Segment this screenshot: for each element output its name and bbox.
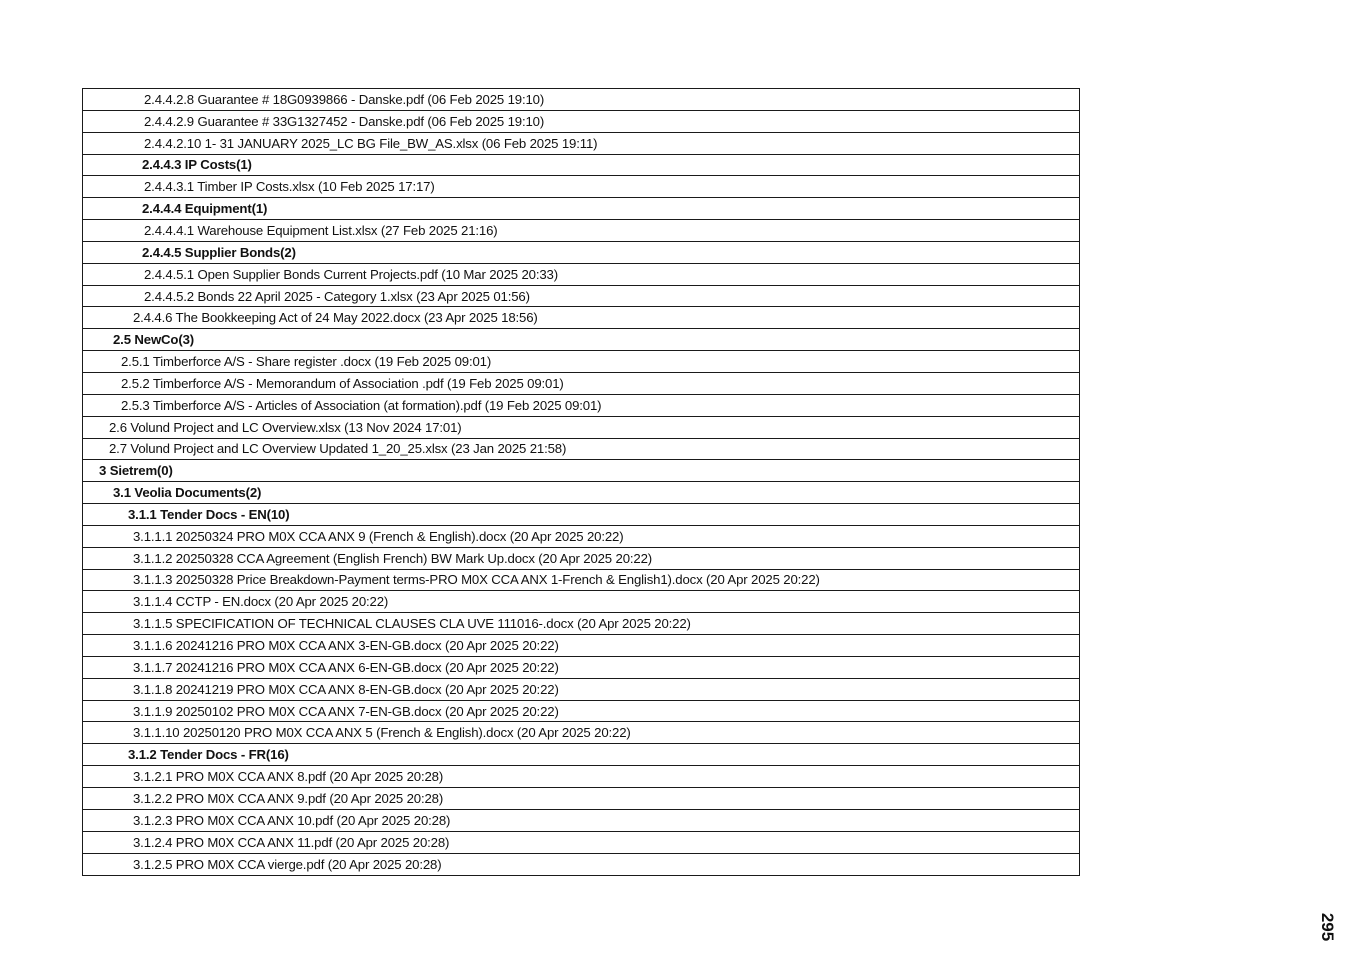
- file-row: [83, 657, 1079, 679]
- folder-row: [83, 198, 1079, 220]
- file-entry-text: 3.1.1.5 SPECIFICATION OF TECHNICAL CLAUSES CLA UVE 111016-.docx (20 Apr 2025 20:22): [133, 616, 691, 632]
- file-entry-text: 3.1.2.1 PRO M0X CCA ANX 8.pdf (20 Apr 2025 20:28): [133, 769, 444, 785]
- file-entry-text: 2.4.4.2.8 Guarantee # 18G0939866 - Danske.pdf (06 Feb 2025 19:10): [144, 91, 545, 107]
- file-row: [83, 722, 1079, 744]
- folder-title: 3.1.1 Tender Docs - EN(10): [128, 506, 290, 522]
- file-entry-text: 2.7 Volund Project and LC Overview Updated 1_20_25.xlsx (23 Jan 2025 21:58): [109, 441, 567, 457]
- folder-row: [83, 460, 1079, 482]
- file-entry-text: 2.5.3 Timberforce A/S - Articles of Association (at formation).pdf (19 Feb 2025 09:01): [121, 397, 602, 413]
- file-entry-text: 2.5.2 Timberforce A/S - Memorandum of Association .pdf (19 Feb 2025 09:01): [121, 375, 564, 391]
- file-entry-text: 3.1.1.8 20241219 PRO M0X CCA ANX 8-EN-GB.docx (20 Apr 2025 20:22): [133, 681, 559, 697]
- file-entry-text: 2.4.4.3.1 Timber IP Costs.xlsx (10 Feb 2025 17:17): [144, 179, 435, 195]
- folder-row: [83, 744, 1079, 766]
- file-row: [83, 351, 1079, 373]
- file-row: [83, 307, 1079, 329]
- file-row: [83, 854, 1079, 876]
- file-entry-text: 2.6 Volund Project and LC Overview.xlsx (13 Nov 2024 17:01): [109, 419, 462, 435]
- file-entry-text: 3.1.1.1 20250324 PRO M0X CCA ANX 9 (French & English).docx (20 Apr 2025 20:22): [133, 528, 624, 544]
- file-row: [83, 548, 1079, 570]
- file-row: [83, 526, 1079, 548]
- file-row: [83, 89, 1079, 111]
- folder-row: [83, 329, 1079, 351]
- folder-title: 2.5 NewCo(3): [113, 332, 195, 348]
- folder-row: [83, 504, 1079, 526]
- file-entry-text: 2.4.4.2.9 Guarantee # 33G1327452 - Danske.pdf (06 Feb 2025 19:10): [144, 113, 545, 129]
- folder-title: 2.4.4.3 IP Costs(1): [142, 157, 252, 173]
- file-entry-text: 2.4.4.2.10 1- 31 JANUARY 2025_LC BG File_BW_AS.xlsx (06 Feb 2025 19:11): [144, 135, 598, 151]
- file-entry-text: 3.1.1.4 CCTP - EN.docx (20 Apr 2025 20:22): [133, 594, 389, 610]
- file-row: [83, 635, 1079, 657]
- file-row: [83, 439, 1079, 461]
- file-entry-text: 2.4.4.4.1 Warehouse Equipment List.xlsx (27 Feb 2025 21:16): [144, 222, 498, 238]
- file-row: [83, 810, 1079, 832]
- file-entry-text: 2.4.4.5.2 Bonds 22 April 2025 - Category 1.xlsx (23 Apr 2025 01:56): [144, 288, 530, 304]
- file-row: [83, 679, 1079, 701]
- folder-row: [83, 242, 1079, 264]
- file-entry-text: 3.1.2.3 PRO M0X CCA ANX 10.pdf (20 Apr 2025 20:28): [133, 812, 451, 828]
- file-row: [83, 111, 1079, 133]
- file-row: [83, 591, 1079, 613]
- folder-row: [83, 155, 1079, 177]
- file-entry-text: 2.4.4.6 The Bookkeeping Act of 24 May 2022.docx (23 Apr 2025 18:56): [133, 310, 538, 326]
- file-entry-text: 3.1.2.4 PRO M0X CCA ANX 11.pdf (20 Apr 2025 20:28): [133, 834, 450, 850]
- file-row: [83, 220, 1079, 242]
- file-row: [83, 788, 1079, 810]
- folder-row: [83, 482, 1079, 504]
- folder-title: 3.1 Veolia Documents(2): [113, 485, 262, 501]
- folder-title: 2.4.4.4 Equipment(1): [142, 201, 268, 217]
- file-entry-text: 3.1.1.9 20250102 PRO M0X CCA ANX 7-EN-GB.docx (20 Apr 2025 20:22): [133, 703, 559, 719]
- page-number: [1316, 908, 1338, 946]
- file-row: [83, 286, 1079, 308]
- file-entry-text: 3.1.1.10 20250120 PRO M0X CCA ANX 5 (French & English).docx (20 Apr 2025 20:22): [133, 725, 631, 741]
- file-row: [83, 766, 1079, 788]
- file-entry-text: 2.5.1 Timberforce A/S - Share register .docx (19 Feb 2025 09:01): [121, 354, 492, 370]
- file-row: [83, 570, 1079, 592]
- file-entry-text: 3.1.2.2 PRO M0X CCA ANX 9.pdf (20 Apr 2025 20:28): [133, 790, 444, 806]
- file-entry-text: 3.1.2.5 PRO M0X CCA vierge.pdf (20 Apr 2025 20:28): [133, 856, 442, 872]
- file-entry-text: 3.1.1.7 20241216 PRO M0X CCA ANX 6-EN-GB.docx (20 Apr 2025 20:22): [133, 659, 559, 675]
- file-row: [83, 701, 1079, 723]
- folder-title: 3 Sietrem(0): [99, 463, 173, 479]
- file-row: [83, 395, 1079, 417]
- file-row: [83, 613, 1079, 635]
- folder-title: 2.4.4.5 Supplier Bonds(2): [142, 244, 296, 260]
- folder-title: 3.1.2 Tender Docs - FR(16): [128, 747, 289, 763]
- page-number-text: 295: [1318, 912, 1337, 942]
- document-index-table: [82, 88, 1080, 876]
- file-entry-text: 3.1.1.3 20250328 Price Breakdown-Payment terms-PRO M0X CCA ANX 1-French & English1).docx (20 Apr 2025 20:22): [133, 572, 820, 588]
- file-row: [83, 373, 1079, 395]
- file-row: [83, 832, 1079, 854]
- file-row: [83, 133, 1079, 155]
- file-entry-text: 3.1.1.2 20250328 CCA Agreement (English French) BW Mark Up.docx (20 Apr 2025 20:22): [133, 550, 653, 566]
- file-row: [83, 417, 1079, 439]
- file-row: [83, 176, 1079, 198]
- file-row: [83, 264, 1079, 286]
- file-entry-text: 3.1.1.6 20241216 PRO M0X CCA ANX 3-EN-GB.docx (20 Apr 2025 20:22): [133, 638, 559, 654]
- file-entry-text: 2.4.4.5.1 Open Supplier Bonds Current Projects.pdf (10 Mar 2025 20:33): [144, 266, 558, 282]
